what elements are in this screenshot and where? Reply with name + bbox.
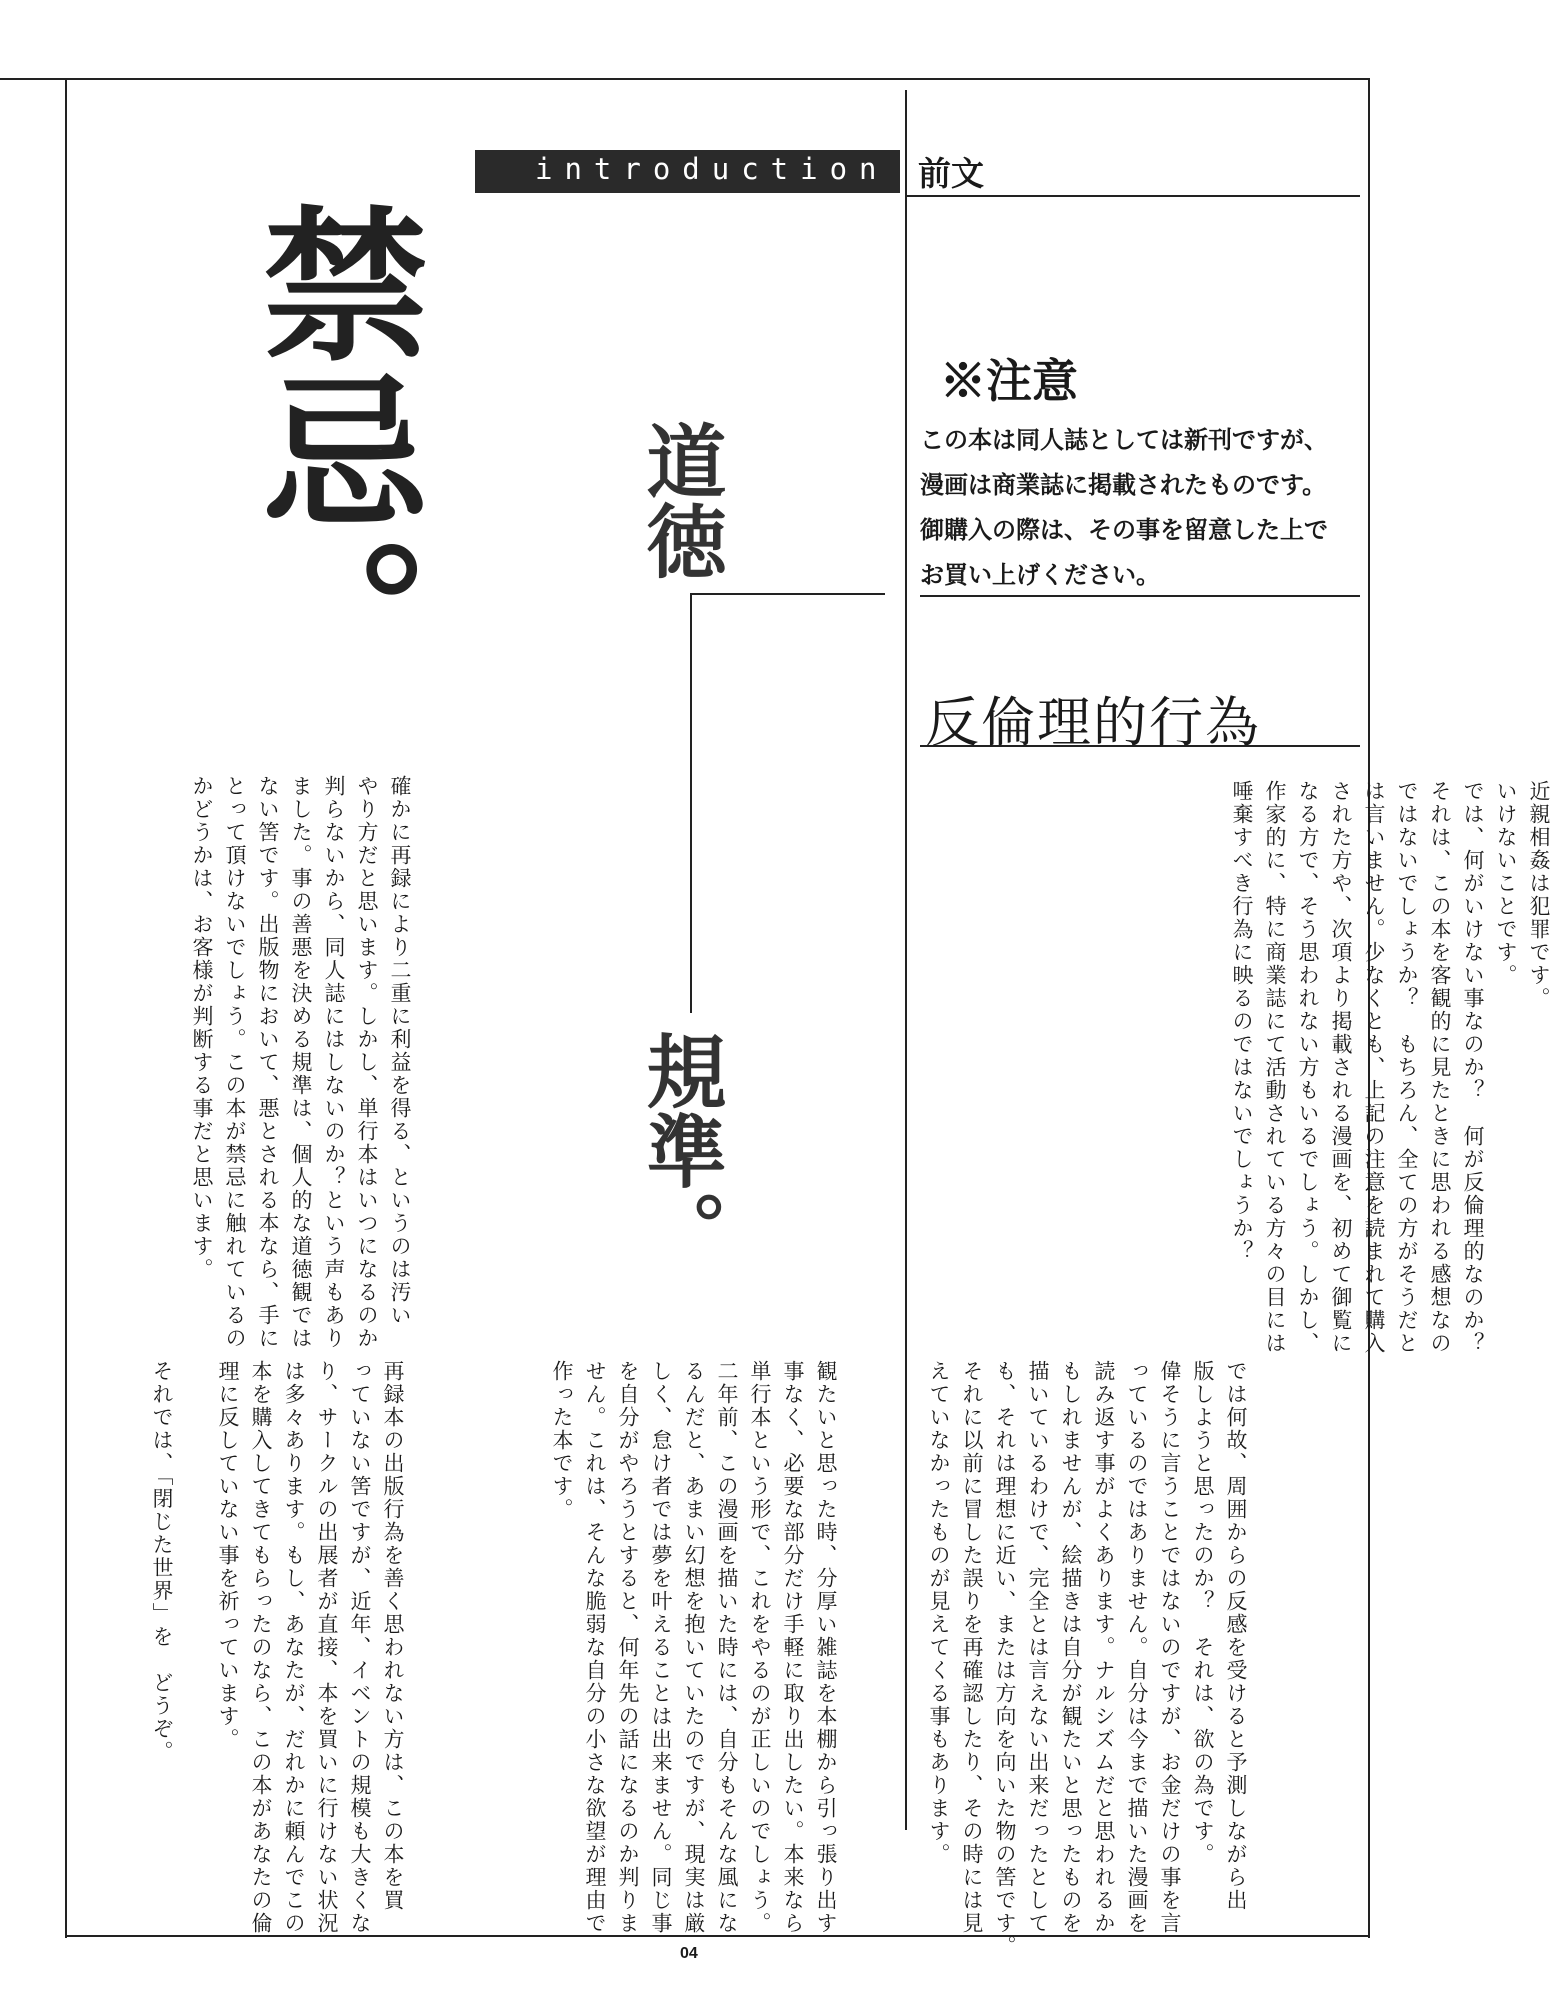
bottom-border-line bbox=[65, 1935, 1370, 1937]
text-column: それは、この本を客観的に見たときに思われる感想なの bbox=[1428, 780, 1452, 1355]
intro-heading-jp: 前文 bbox=[918, 154, 984, 193]
text-column: ない筈です。出版物において、悪とされる本なら、手に bbox=[256, 775, 280, 1350]
text-column: 再録本の出版行為を善く思われない方は、この本を買 bbox=[381, 1360, 405, 1912]
text-column: 理に反していない事を祈っています。 bbox=[216, 1360, 240, 1751]
text-column: ではないでしょうか？ もちろん、全ての方がそうだと bbox=[1395, 780, 1419, 1355]
body-text-left-top bbox=[185, 775, 416, 1350]
text-column: 読み返す事がよくあります。ナルシズムだと思われるか bbox=[1092, 1360, 1116, 1935]
text-column: では何故、周囲からの反感を受けると予測しながら出 bbox=[1224, 1360, 1248, 1912]
moral-connector-top bbox=[690, 593, 885, 595]
text-column: を自分がやろうとすると、何年先の話になるのか判りま bbox=[616, 1360, 640, 1935]
text-column: るんだと、あまい幻想を抱いていたのですが、現実は厳 bbox=[682, 1360, 706, 1935]
text-column: なる方で、そう思われない方もいるでしょう。しかし、 bbox=[1296, 780, 1320, 1355]
text-column: えていなかったものが見えてくる事もあります。 bbox=[927, 1360, 951, 1866]
text-column: やり方だと思います。しかし、単行本はいつになるのか bbox=[355, 775, 379, 1350]
caution-bottom-line bbox=[920, 595, 1360, 597]
text-column: っていない筈ですが、近年、イベントの規模も大きくな bbox=[348, 1360, 372, 1935]
subtitle-moral: 道徳 bbox=[633, 420, 727, 580]
text-column: 判らないから、同人誌にはしないのか？という声もあり bbox=[322, 775, 346, 1350]
text-column: 確かに再録により二重に利益を得る、というのは汚い bbox=[388, 775, 412, 1327]
text-column: それに以前に冒した誤りを再確認したり、その時には見 bbox=[960, 1360, 984, 1935]
text-column: 版しようと思ったのか？ それは、欲の為です。 bbox=[1191, 1360, 1215, 1866]
center-divider-line bbox=[905, 90, 907, 1830]
text-column: 唾棄すべき行為に映るのではないでしょうか？ bbox=[1230, 780, 1254, 1263]
text-column: は多々あります。もし、あなたが、だれかに頼んでこの bbox=[282, 1360, 306, 1935]
text-column: とって頂けないでしょう。この本が禁忌に触れているの bbox=[223, 775, 247, 1350]
text-column: かどうかは、お客様が判断する事だと思います。 bbox=[190, 775, 214, 1281]
body-text-right-bottom bbox=[922, 1360, 1252, 1958]
left-column-border bbox=[65, 78, 67, 1938]
text-column: 観たいと思った時、分厚い雑誌を本棚から引っ張り出す bbox=[814, 1360, 838, 1935]
body-text-middle-bottom bbox=[545, 1360, 842, 1935]
page-number: 04 bbox=[680, 1945, 698, 1962]
subtitle-norm: 規準。 bbox=[633, 1030, 727, 1270]
text-column: された方や、次項より掲載される漫画を、初めて御覧に bbox=[1329, 780, 1353, 1355]
text-column: 描いているわけで、完全とは言えない出来だったとして bbox=[1026, 1360, 1050, 1935]
text-column: 作った本です。 bbox=[550, 1360, 574, 1521]
text-column: 事なく、必要な部分だけ手軽に取り出したい。本来なら bbox=[781, 1360, 805, 1935]
caution-heading: ※注意 bbox=[940, 354, 1078, 408]
body-text-right-top bbox=[1225, 780, 1555, 1355]
caution-line: 御購入の際は、その事を留意した上で bbox=[920, 515, 1328, 544]
intro-heading-en: introduction bbox=[535, 152, 889, 186]
text-column: 偉そうに言うことではないのですが、お金だけの事を言 bbox=[1158, 1360, 1182, 1935]
moral-connector-vertical bbox=[690, 593, 692, 1013]
caution-line: お買い上げください。 bbox=[920, 560, 1160, 589]
header-underline bbox=[905, 195, 1360, 197]
section-heading-anti-ethics: 反倫理的行為 bbox=[925, 691, 1261, 754]
text-column: 近親相姦は犯罪です。 bbox=[1527, 780, 1551, 1010]
caution-line: この本は同人誌としては新刊ですが、 bbox=[920, 425, 1328, 454]
text-column: せん。これは、そんな脆弱な自分の小さな欲望が理由で bbox=[583, 1360, 607, 1935]
text-column: も、それは理想に近い、または方向を向いた物の筈です。 bbox=[993, 1360, 1017, 1958]
text-column: それでは、「閉じた世界」を どうぞ。 bbox=[150, 1360, 174, 1764]
text-column: は言いません。少なくとも、上記の注意を読まれて購入 bbox=[1362, 780, 1386, 1355]
text-column: 二年前、この漫画を描いた時には、自分もそんな風にな bbox=[715, 1360, 739, 1935]
text-column: 作家的に、特に商業誌にて活動されている方々の目には bbox=[1263, 780, 1287, 1355]
text-column: もしれませんが、絵描きは自分が観たいと思ったものを bbox=[1059, 1360, 1083, 1935]
text-column: 本を購入してきてもらったのなら、この本があなたの倫 bbox=[249, 1360, 273, 1935]
text-column: では、何がいけない事なのか？ 何が反倫理的なのか？ bbox=[1461, 780, 1485, 1355]
text-column: っているのではありません。自分は今まで描いた漫画を bbox=[1125, 1360, 1149, 1935]
caution-line: 漫画は商業誌に掲載されたものです。 bbox=[920, 470, 1327, 499]
text-column: り、サークルの出展者が直接、本を買いに行けない状況 bbox=[315, 1360, 339, 1935]
main-title: 禁忌。 bbox=[236, 200, 430, 701]
text-column: ました。事の善悪を決める規準は、個人的な道徳観では bbox=[289, 775, 313, 1350]
text-column: いけないことです。 bbox=[1494, 780, 1518, 987]
body-text-left-bottom bbox=[145, 1360, 409, 1935]
top-border-line bbox=[0, 78, 1370, 80]
text-column: しく、怠け者では夢を叶えることは出来ません。同じ事 bbox=[649, 1360, 673, 1935]
text-column: 単行本という形で、これをやるのが正しいのでしょう。 bbox=[748, 1360, 772, 1935]
